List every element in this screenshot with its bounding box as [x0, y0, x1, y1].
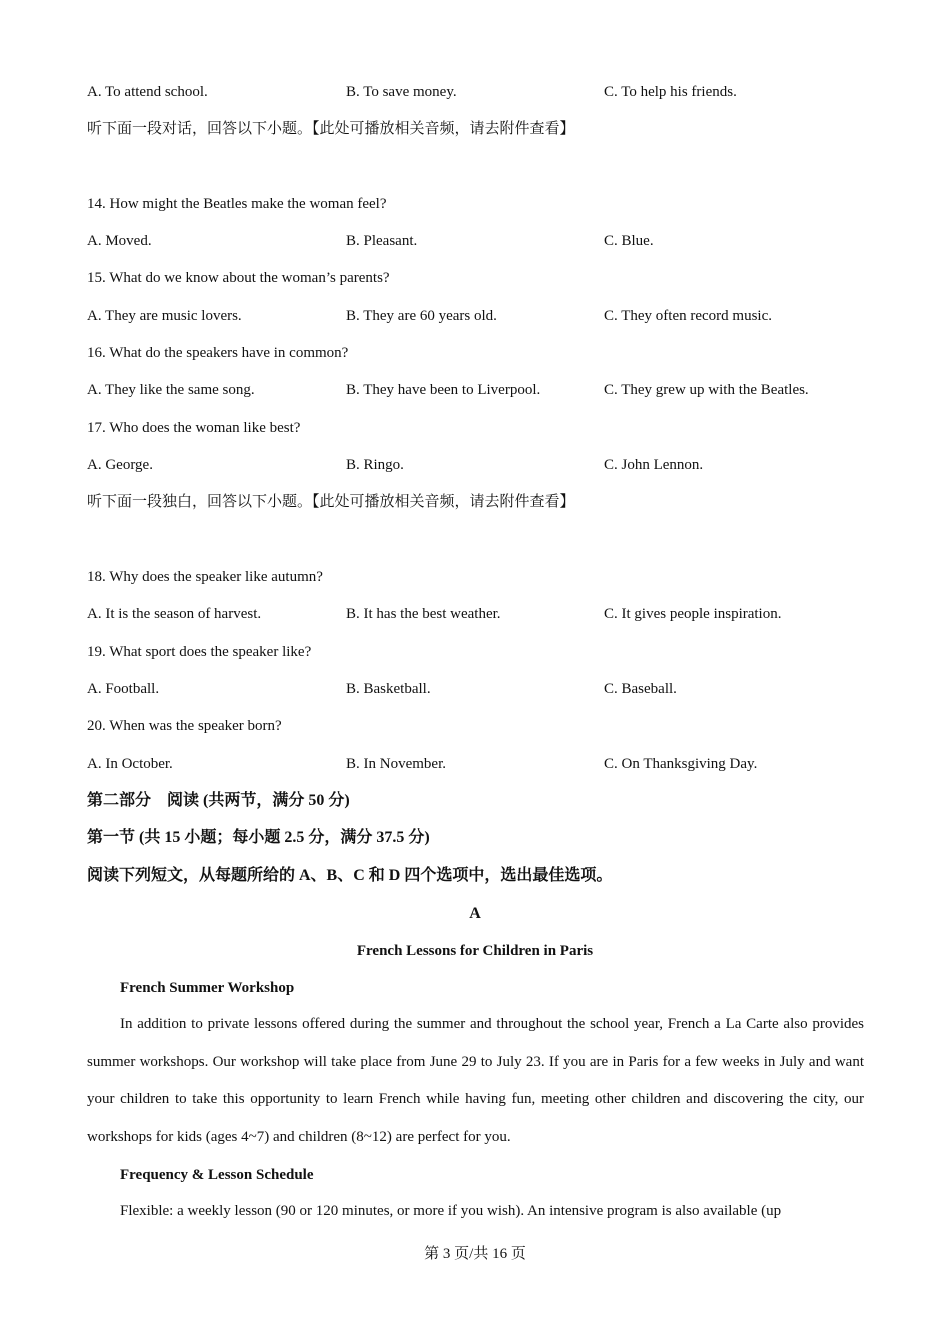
- part2-heading: 第二部分 阅读 (共两节，满分 50 分): [87, 792, 350, 809]
- q18-option-b: B. It has the best weather.: [346, 606, 501, 622]
- q15-option-c: C. They often record music.: [604, 308, 773, 324]
- q20-option-a: A. In October.: [87, 756, 173, 772]
- q17-stem: 17. Who does the woman like best?: [87, 420, 301, 436]
- passage-title: French Lessons for Children in Paris: [356, 943, 594, 959]
- monologue-instruction: 听下面一段独白，回答以下小题。【此处可播放相关音频，请去附件查看】: [87, 494, 575, 510]
- q19-option-c: C. Baseball.: [604, 681, 677, 697]
- q13-option-b: B. To save money.: [346, 84, 457, 100]
- q14-option-a: A. Moved.: [87, 233, 152, 249]
- q19-stem: 19. What sport does the speaker like?: [87, 644, 312, 660]
- q14-option-c: C. Blue.: [604, 233, 654, 249]
- q17-option-b: B. Ringo.: [346, 457, 404, 473]
- q18-option-c: C. It gives people inspiration.: [604, 606, 782, 622]
- passage-letter: A: [469, 905, 481, 922]
- q20-stem: 20. When was the speaker born?: [87, 718, 282, 734]
- q16-option-a: A. They like the same song.: [87, 382, 255, 398]
- q16-stem: 16. What do the speakers have in common?: [87, 345, 349, 361]
- paragraph-schedule: Flexible: a weekly lesson (90 or 120 minutes, or more if you wish). An intensive program is also available (up: [120, 1203, 782, 1219]
- q14-stem: 14. How might the Beatles make the woman feel?: [87, 196, 387, 212]
- subhead-schedule: Frequency & Lesson Schedule: [120, 1167, 314, 1183]
- q18-stem: 18. Why does the speaker like autumn?: [87, 569, 323, 585]
- q17-option-c: C. John Lennon.: [604, 457, 704, 473]
- reading-instruction: 阅读下列短文，从每题所给的 A、B、C 和 D 四个选项中，选出最佳选项。: [87, 867, 613, 884]
- q18-option-a: A. It is the season of harvest.: [87, 606, 262, 622]
- q17-option-a: A. George.: [87, 457, 153, 473]
- section1-heading: 第一节 (共 15 小题；每小题 2.5 分，满分 37.5 分): [87, 829, 430, 846]
- q20-option-b: B. In November.: [346, 756, 446, 772]
- paragraph-workshop: In addition to private lessons offered during the summer and throughout the school year, French a La Carte also provides summer workshops. Our workshop will take place from June 29 to July 23. If you are in Paris for a few weeks in July and want your children to take this opportunity to learn French while having fun, meeting other children and discovering the city, our workshops for kids (ages 4~7) and children (8~12) are perfect for you.: [87, 1016, 864, 1145]
- q13-option-c: C. To help his friends.: [604, 84, 737, 100]
- subhead-workshop: French Summer Workshop: [120, 980, 295, 996]
- q16-option-c: C. They grew up with the Beatles.: [604, 382, 809, 398]
- dialogue-instruction: 听下面一段对话，回答以下小题。【此处可播放相关音频，请去附件查看】: [87, 121, 575, 137]
- q19-option-a: A. Football.: [87, 681, 160, 697]
- q15-stem: 15. What do we know about the woman’s parents?: [87, 270, 390, 286]
- page-footer: 第 3 页/共 16 页: [424, 1246, 526, 1262]
- q15-option-b: B. They are 60 years old.: [346, 308, 497, 324]
- q14-option-b: B. Pleasant.: [346, 233, 418, 249]
- q20-option-c: C. On Thanksgiving Day.: [604, 756, 758, 772]
- q13-option-a: A. To attend school.: [87, 84, 208, 100]
- q19-option-b: B. Basketball.: [346, 681, 431, 697]
- q15-option-a: A. They are music lovers.: [87, 308, 242, 324]
- q16-option-b: B. They have been to Liverpool.: [346, 382, 541, 398]
